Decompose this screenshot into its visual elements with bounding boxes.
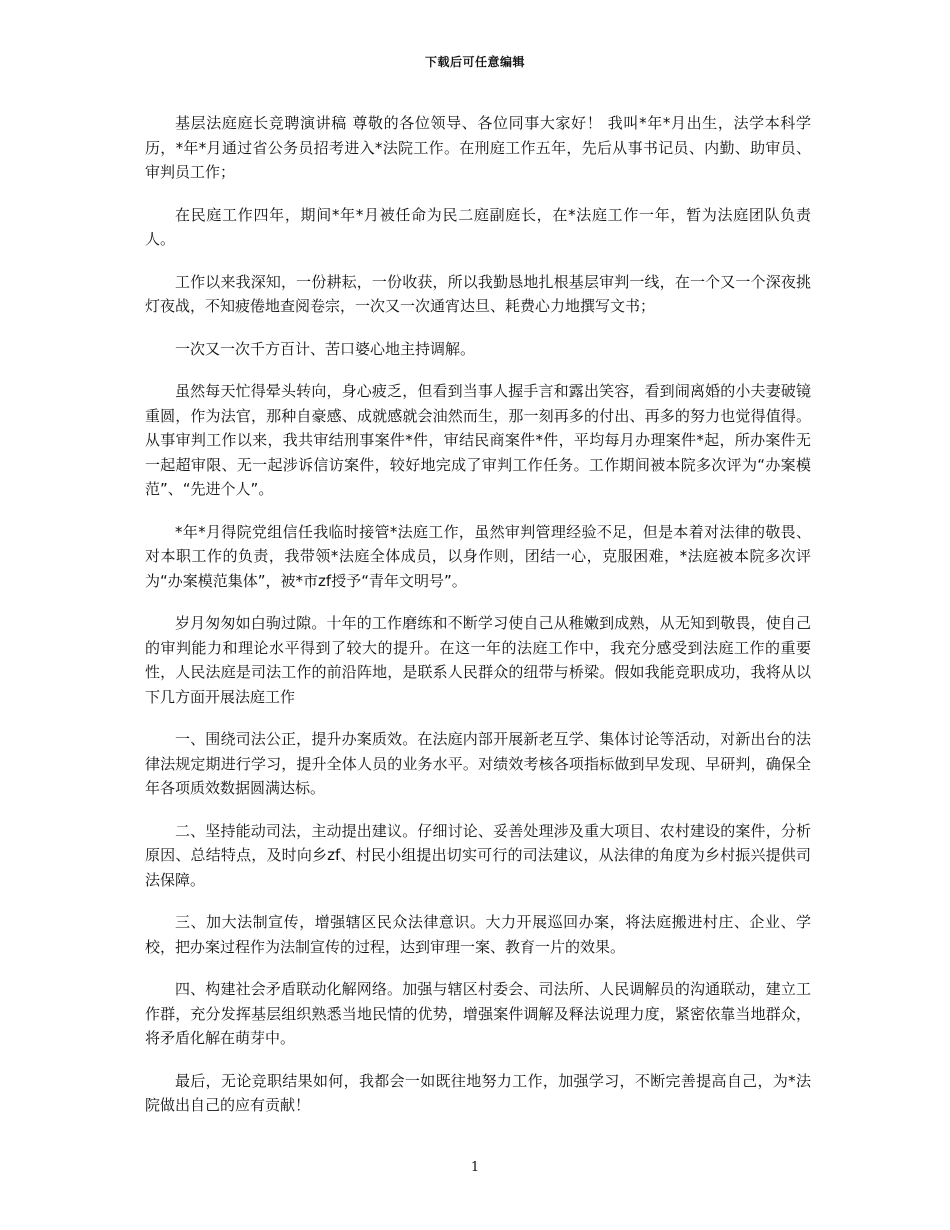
paragraph: 最后，无论竞职结果如何，我都会一如既往地努力工作，加强学习，不断完善提高自己，为*法院做出自己的应有贡献！ (145, 1071, 811, 1114)
paragraph: 三、加大法制宣传，增强辖区民众法律意识。大力开展巡回办案，将法庭搬进村庄、企业、学校，把办案过程作为法制宣传的过程，达到审理一案、教育一片的效果。 (145, 913, 811, 956)
paragraph: 在民庭工作四年，期间*年*月被任命为民二庭副庭长，在*法庭工作一年，暂为法庭团队负责人。 (145, 205, 811, 248)
paragraph: 岁月匆匆如白驹过隙。十年的工作磨练和不断学习使自己从稚嫩到成熟，从无知到敬畏，使自己的审判能力和理论水平得到了较大的提升。在这一年的法庭工作中，我充分感受到法庭工作的重要性，人民法庭是司法工作的前沿阵地，是联系人民群众的纽带与桥梁。假如我能竞职成功，我将从以下几方面开展法庭工作 (145, 614, 811, 706)
paragraph: 基层法庭庭长竞聘演讲稿 尊敬的各位领导、各位同事大家好！ 我叫*年*月出生，法学本科学历，*年*月通过省公务员招考进入*法院工作。在刑庭工作五年，先后从事书记员、内勤、助审员、审判员工作； (145, 114, 811, 181)
paragraph: 四、构建社会矛盾联动化解网络。加强与辖区村委会、司法所、人民调解员的沟通联动，建立工作群，充分发挥基层组织熟悉当地民情的优势，增强案件调解及释法说理力度，紧密依靠当地群众，将矛盾化解在萌芽中。 (145, 980, 811, 1047)
paragraph: 虽然每天忙得晕头转向，身心疲乏，但看到当事人握手言和露出笑容，看到闹离婚的小夫妻破镜重圆，作为法官，那种自豪感、成就感就会油然而生，那一刻再多的付出、再多的努力也觉得值得。从事审判工作以来，我共审结刑事案件*件，审结民商案件*件，平均每月办理案件*起，所办案件无一起超审限、无一起涉诉信访案件，较好地完成了审判工作任务。工作期间被本院多次评为“办案模范”、“先进个人”。 (145, 382, 811, 498)
page-number: 1 (470, 1160, 480, 1175)
paragraph: *年*月得院党组信任我临时接管*法庭工作，虽然审判管理经验不足，但是本着对法律的敬畏、对本职工作的负责，我带领*法庭全体成员，以身作则，团结一心，克服困难，*法庭被本院多次评为“办案模范集体”，被*市zf授予“青年文明号”。 (145, 522, 811, 590)
paragraph: 一、围绕司法公正，提升办案质效。在法庭内部开展新老互学、集体讨论等活动，对新出台的法律法规定期进行学习，提升全体人员的业务水平。对绩效考核各项指标做到早发现、早研判，确保全年各项质效数据圆满达标。 (145, 730, 811, 797)
paragraph: 一次又一次千方百计、苦口婆心地主持调解。 (175, 339, 476, 358)
page-header: 下载后可任意编辑 (424, 55, 525, 69)
paragraph: 二、坚持能动司法，主动提出建议。仔细讨论、妥善处理涉及重大项目、农村建设的案件，分析原因、总结特点，及时向乡zf、村民小组提出切实可行的司法建议，从法律的角度为乡村振兴提供司法保障。 (145, 821, 811, 889)
paragraph: 工作以来我深知，一份耕耘，一份收获，所以我勤恳地扎根基层审判一线，在一个又一个深夜挑灯夜战，不知疲倦地查阅卷宗，一次又一次通宵达旦、耗费心力地撰写文书； (145, 272, 811, 315)
document-body (145, 111, 811, 1136)
